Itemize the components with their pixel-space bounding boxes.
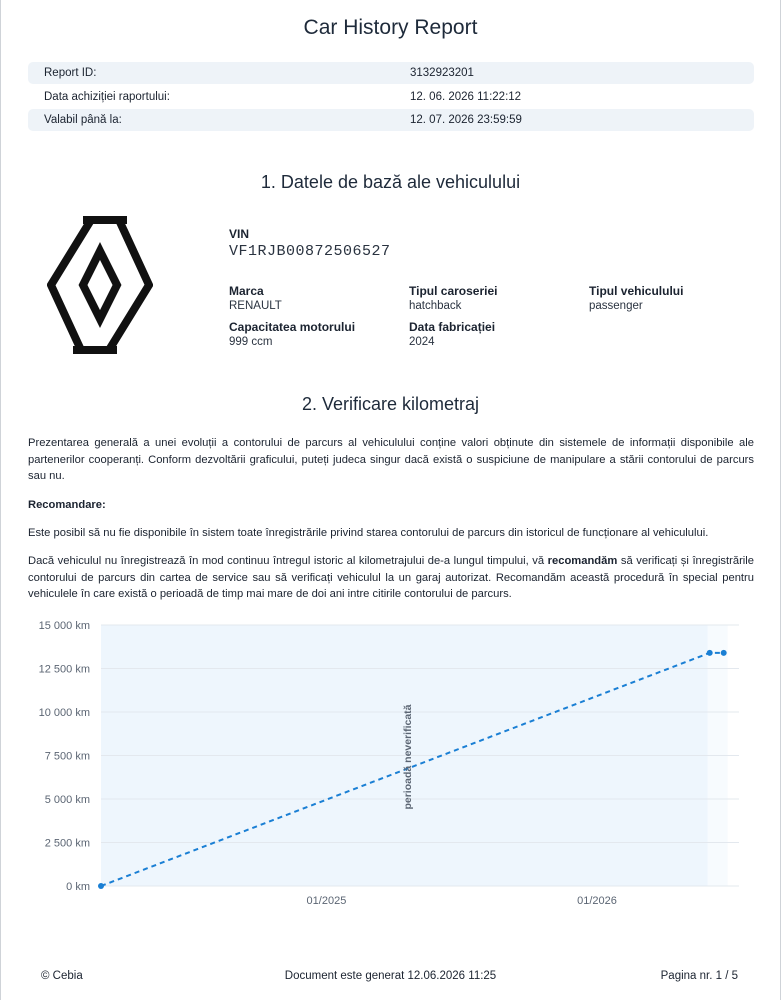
- meta-label: Report ID:: [44, 67, 97, 79]
- body-type-label: Tipul caroseriei: [409, 284, 498, 298]
- x-tick-label: 01/2025: [306, 895, 347, 907]
- y-tick-label: 7 500 km: [44, 750, 90, 763]
- engine-capacity-label: Capacitatea motorului: [229, 320, 356, 334]
- meta-row-valid-until: [28, 109, 754, 131]
- footer-generated: Document este generat 12.06.2026 11:25: [284, 970, 497, 982]
- meta-value: 12. 07. 2026 23:59:59: [410, 114, 522, 126]
- y-tick-label: 15 000 km: [38, 620, 90, 632]
- footer-page-number: Pagina nr. 1 / 5: [660, 970, 738, 982]
- meta-value: 12. 06. 2026 11:22:12: [410, 91, 522, 103]
- recommendation-heading: Recomandare:: [28, 499, 106, 511]
- footer-copyright: © Cebia: [41, 970, 83, 982]
- unverified-period-annotation: perioadă neverificată: [402, 704, 414, 810]
- mileage-intro-paragraph: Prezentarea generală a unei evoluții a contorului de parcurs al vehiculului conține valori obținute din sistemele de informații disponibile ale partenerilor cooperanți. Conform dezvoltării graficului, puteți judeca singur dacă există o suspiciune de manipulare a stării contorului de parcurs sau nu.: [28, 437, 754, 482]
- vin-label: VIN: [229, 227, 250, 241]
- meta-value: 3132923201: [410, 67, 474, 79]
- meta-row-purchase-date: [28, 86, 754, 108]
- make-label: Marca: [229, 284, 264, 298]
- mileage-point: [707, 650, 713, 656]
- meta-row-report-id: [28, 62, 754, 84]
- vin-value: VF1RJB00872506527: [229, 243, 391, 260]
- y-tick-label: 0 km: [66, 881, 90, 893]
- y-tick-label: 12 500 km: [38, 663, 90, 676]
- vehicle-type-value: passenger: [589, 300, 643, 312]
- mileage-point: [98, 883, 104, 889]
- manufacture-date-label: Data fabricației: [409, 320, 496, 334]
- vehicle-type-label: Tipul vehiculului: [589, 284, 684, 298]
- meta-label: Data achiziției raportului:: [44, 91, 170, 103]
- y-tick-label: 10 000 km: [38, 707, 90, 719]
- recommendation-emphasis: recomandăm: [547, 555, 618, 567]
- mileage-point: [721, 650, 727, 656]
- section1-title: 1. Datele de bază ale vehiculului: [260, 172, 521, 192]
- section2-title: 2. Verificare kilometraj: [301, 394, 480, 414]
- x-tick-label: 01/2026: [577, 895, 617, 907]
- y-tick-label: 5 000 km: [44, 794, 90, 806]
- engine-capacity-value: 999 ccm: [229, 336, 273, 348]
- mileage-chart: [1, 610, 783, 910]
- y-tick-label: 2 500 km: [44, 837, 90, 850]
- recommendation-text-b: să verificați și înregistrările contorului de parcurs din cartea de service sau să verificați vehiculul la un garaj autorizat. Recomandăm această procedură în special pentru vehiculele în care există o perioadă de timp mai mare de doi ani intre citirile contorului de parcurs.: [28, 555, 754, 600]
- manufacture-date-value: 2024: [409, 336, 435, 348]
- renault-logo-icon: [47, 214, 153, 356]
- make-value: RENAULT: [229, 300, 282, 312]
- body-type-value: hatchback: [409, 300, 462, 312]
- recommendation-paragraph-1: Este posibil să nu fie disponibile în sistem toate înregistrările privind starea contorului de parcurs din istoricul de funcționare al vehiculului.: [28, 527, 709, 539]
- report-title: Car History Report: [303, 16, 478, 39]
- recommendation-paragraph-2: [28, 553, 754, 603]
- recommendation-text-a: Dacă vehiculul nu înregistrează în mod continuu întregul istoric al kilometrajului de-a lungul timpului, vă: [28, 555, 548, 567]
- meta-label: Valabil până la:: [44, 114, 122, 126]
